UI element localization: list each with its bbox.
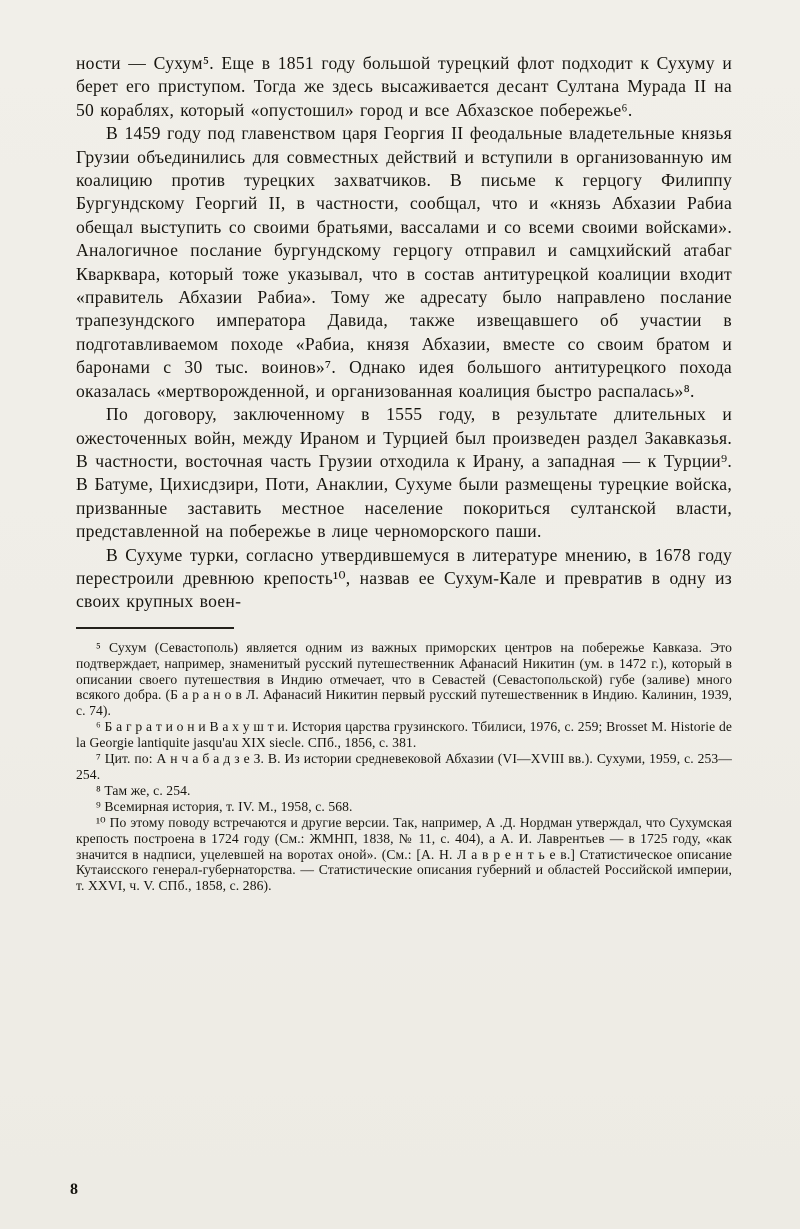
footnote-9: ⁹ Всемирная история, т. IV. М., 1958, с. 568.: [96, 798, 353, 814]
paragraph-1: ности — Сухум⁵. Еще в 1851 году большой турецкий флот подходит к Сухуму и берет его приступом. Тогда же здесь высаживается десант Султана Мурада II на 50 кораблях, который «опустошил» город и все Абхазское побережье⁶.: [76, 53, 732, 120]
main-text-block: [76, 52, 732, 614]
paragraph-3: По договору, заключенному в 1555 году, в результате длительных и ожесточенных войн, между Ираном и Турцией был произведен раздел Закавказья. В частности, восточная часть Грузии отходила к Ирану, а западная — к Турции⁹. В Батуме, Цихисдзири, Поти, Анаклии, Сухуме были размещены турецкие войска, призванные заставить местное население покориться султанской власти, представленной на побережье в лице черноморского паши.: [76, 404, 732, 542]
footnote-divider: [76, 627, 234, 629]
footnote-6: ⁶ Б а г р а т и о н и В а х у ш т и. История царства грузинского. Тбилиси, 1976, с. 259; Brosset M. Historie de la Georgie lantiquite jasqu'au XIX siecle. СПб., 1856, с. 381.: [76, 719, 732, 751]
footnote-8: ⁸ Там же, с. 254.: [96, 782, 191, 798]
footnote-10: ¹⁰ По этому поводу встречаются и другие версии. Так, например, А .Д. Нордман утверждал, что Сухумская крепость построена в 1724 году (См.: ЖМНП, 1838, № 11, с. 404), а А. И. Лаврентьев — в 1725 году, «как значится в надписи, уцелевшей на воротах оной». (См.: [А. Н. Л а в р е н т ь е в.] Статистическое описание Кутаисского генерал-губернаторства. — Статистические описания губерний и областей Российской империи, т. XXVI, ч. V. СПб., 1858, с. 286).: [76, 814, 732, 894]
footnote-5: ⁵ Сухум (Севастополь) является одним из важных приморских центров на побережье Кавказа. Это подтверждает, например, знаменитый русский путешественник Афанасий Никитин (ум. в 1472 г.), который в описании своего путешествия в Индию отмечает, что в Севастей (Севастопольской) губе (заливе) много всякого добра. (Б а р а н о в Л. Афанасий Никитин первый русский путешественник в Индию. Калинин, 1939, с. 74).: [76, 639, 732, 719]
page-number: 8: [70, 1181, 78, 1198]
paragraph-4: В Сухуме турки, согласно утвердившемуся в литературе мнению, в 1678 году перестроили древнюю крепость¹⁰, назвав ее Сухум-Кале и превратив в одну из своих крупных воен-: [76, 544, 732, 612]
paragraph-2: В 1459 году под главенством царя Георгия II феодальные владетельные князья Грузии объединились для совместных действий и вступили в организованную им коалицию против турецких захватчиков. В письме к герцогу Филиппу Бургундскому Георгий II, в частности, сообщал, что и «князь Абхазии Рабиа обещал выступить со своими братьями, вассалами и со всеми своими войсками». Аналогичное послание бургундскому герцогу отправил и самцхийский атабаг Кварквара, который тоже указывал, что в состав антитурецкой коалиции входит «правитель Абхазии Рабиа». Тому же адресату было направлено послание трапезундского императора Давида, также извещавшего об участии в подготавливаемом походе «Рабиа, князя Абхазии, вместе со своим братом и баронами с 30 тыс. воинов»⁷. Однако идея большого антитурецкого похода оказалась «мертворожденной, и организованная коалиция быстро распалась»⁸.: [76, 123, 732, 401]
footnote-7: ⁷ Цит. по: А н ч а б а д з е З. В. Из истории средневековой Абхазии (VI—XVIII вв.). Сухуми, 1959, с. 253—254.: [76, 751, 732, 782]
footnotes-block: [76, 640, 732, 895]
